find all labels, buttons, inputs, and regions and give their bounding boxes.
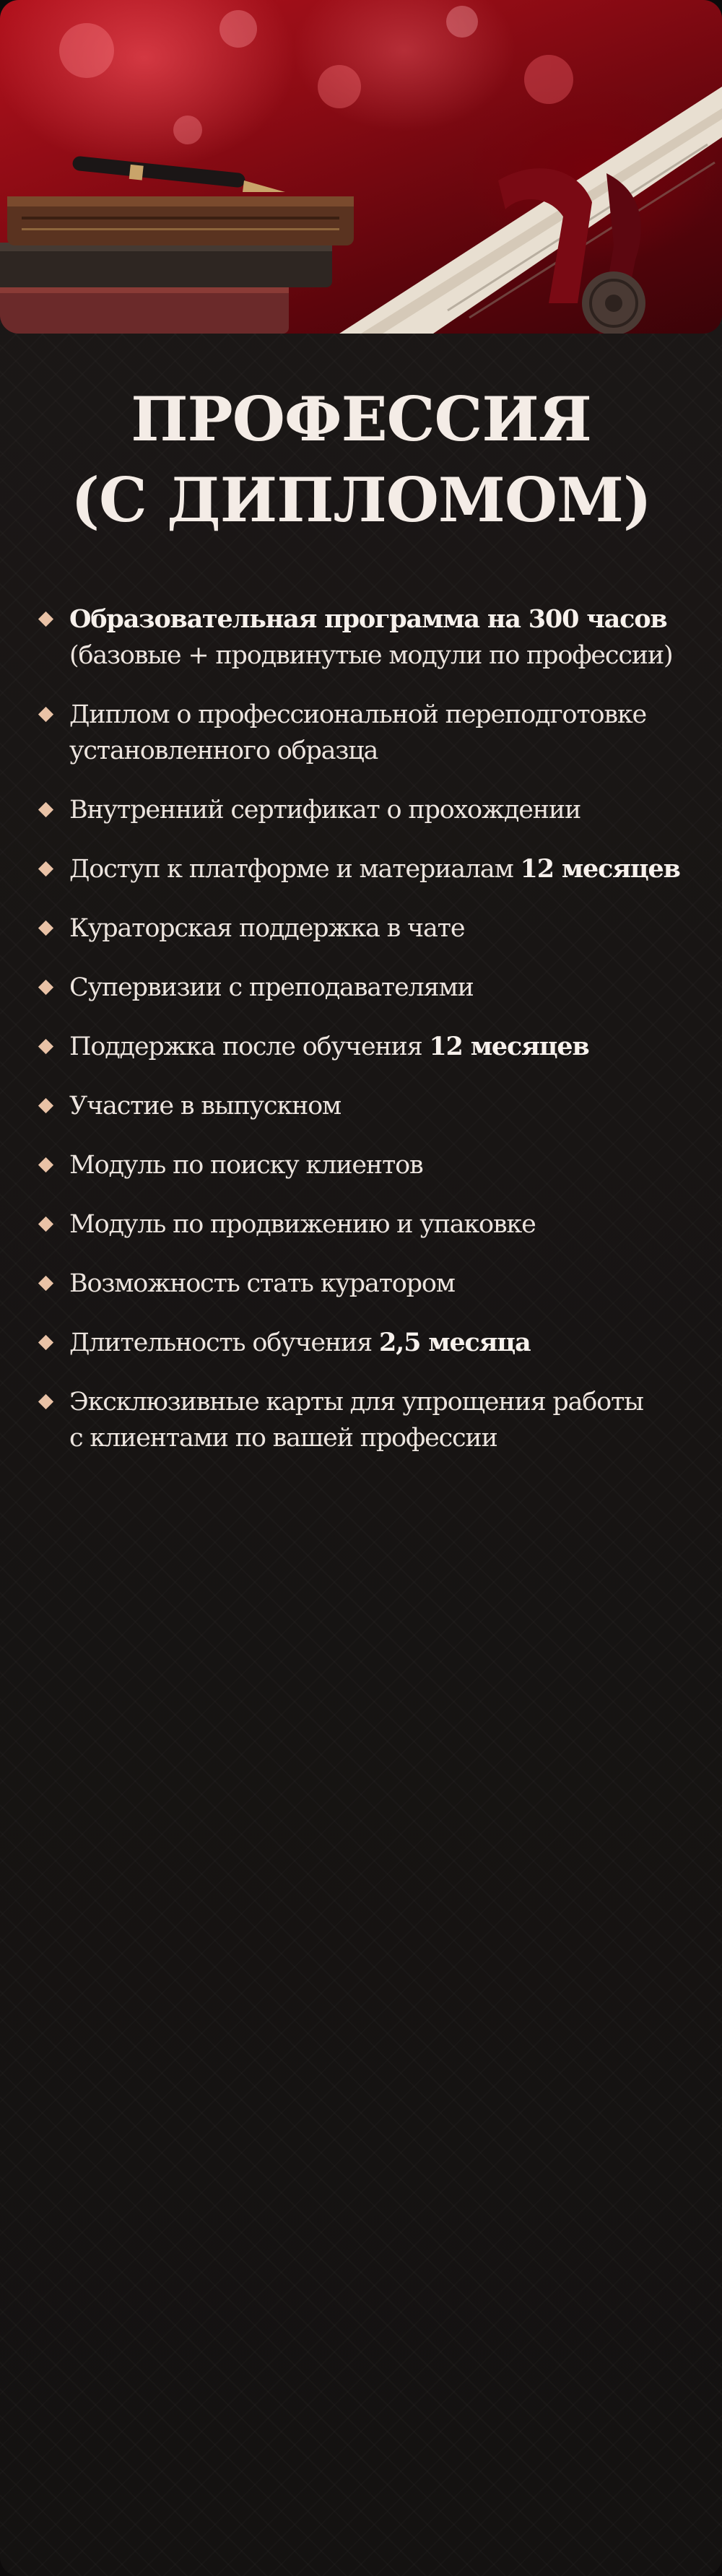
feature-highlight: 12 месяцев [429, 1032, 589, 1061]
list-item [38, 1029, 709, 1065]
feature-text: Диплом о профессиональной переподготовке [69, 700, 647, 729]
feature-text: Модуль по поиску клиентов [69, 1151, 423, 1180]
diamond-bullet-icon [38, 1039, 53, 1054]
feature-line [69, 1384, 709, 1420]
list-item [38, 910, 709, 947]
feature-text: Участие в выпускном [69, 1092, 342, 1121]
diamond-bullet-icon [38, 1157, 53, 1172]
bokeh-lights [59, 6, 573, 144]
diamond-bullet-icon [38, 802, 53, 817]
diamond-bullet-icon [38, 1335, 53, 1350]
list-item [38, 1088, 709, 1124]
feature-list [38, 601, 709, 1479]
feature-line [69, 638, 709, 674]
feature-text: Супервизии с преподавателями [69, 973, 474, 1002]
feature-text: (базовые + продвинутые модули по профессии) [69, 641, 673, 670]
list-item [38, 1266, 709, 1302]
feature-highlight: 2,5 месяца [378, 1328, 531, 1357]
diamond-bullet-icon [38, 980, 53, 995]
feature-line [69, 970, 709, 1006]
feature-text: Длительность обучения [69, 1328, 379, 1357]
feature-text: Поддержка после обучения [69, 1032, 430, 1061]
list-item [38, 697, 709, 769]
feature-line [69, 1420, 709, 1456]
feature-line [69, 733, 709, 769]
diamond-bullet-icon [38, 612, 53, 627]
diamond-bullet-icon [38, 921, 53, 936]
title-line-2: (С ДИПЛОМОМ) [71, 464, 651, 536]
feature-line [69, 1266, 709, 1302]
feature-text: Кураторская поддержка в чате [69, 914, 465, 943]
feature-line [69, 1088, 709, 1124]
feature-line [69, 601, 709, 638]
feature-text: Возможность стать куратором [69, 1269, 455, 1298]
diamond-bullet-icon [38, 1276, 53, 1291]
feature-line [69, 1147, 709, 1183]
feature-line [69, 697, 709, 733]
feature-line [69, 792, 709, 828]
diamond-bullet-icon [38, 1098, 53, 1113]
list-item [38, 601, 709, 674]
feature-text: Модуль по продвижению и упаковке [69, 1210, 536, 1239]
list-item [38, 1147, 709, 1183]
page-title [0, 379, 722, 541]
diamond-bullet-icon [38, 1217, 53, 1232]
feature-text: Внутренний сертификат о прохождении [69, 796, 581, 824]
feature-line [69, 1029, 709, 1065]
list-item [38, 1325, 709, 1361]
hero-art [0, 0, 722, 334]
feature-line [69, 1325, 709, 1361]
list-item [38, 792, 709, 828]
list-item [38, 1384, 709, 1456]
feature-highlight: Образовательная программа на 300 часов [69, 604, 667, 634]
title-line-1: ПРОФЕССИЯ [131, 383, 591, 455]
diamond-bullet-icon [38, 861, 53, 876]
diamond-bullet-icon [38, 707, 53, 722]
feature-text: установленного образца [69, 736, 378, 765]
feature-text: с клиентами по вашей профессии [69, 1424, 497, 1453]
diamond-bullet-icon [38, 1394, 53, 1409]
hero-illustration [0, 0, 722, 334]
diploma-scroll-icon [339, 87, 722, 334]
fountain-pen-icon [72, 156, 285, 192]
list-item [38, 1206, 709, 1243]
book-stack-icon [0, 196, 354, 334]
feature-highlight: 12 месяцев [520, 854, 680, 884]
list-item [38, 970, 709, 1006]
feature-text: Эксклюзивные карты для упрощения работы [69, 1388, 643, 1417]
feature-line [69, 910, 709, 947]
feature-line [69, 1206, 709, 1243]
list-item [38, 851, 709, 887]
feature-text: Доступ к платформе и материалам [69, 855, 521, 884]
wax-seal-icon [582, 271, 645, 334]
feature-line [69, 851, 709, 887]
